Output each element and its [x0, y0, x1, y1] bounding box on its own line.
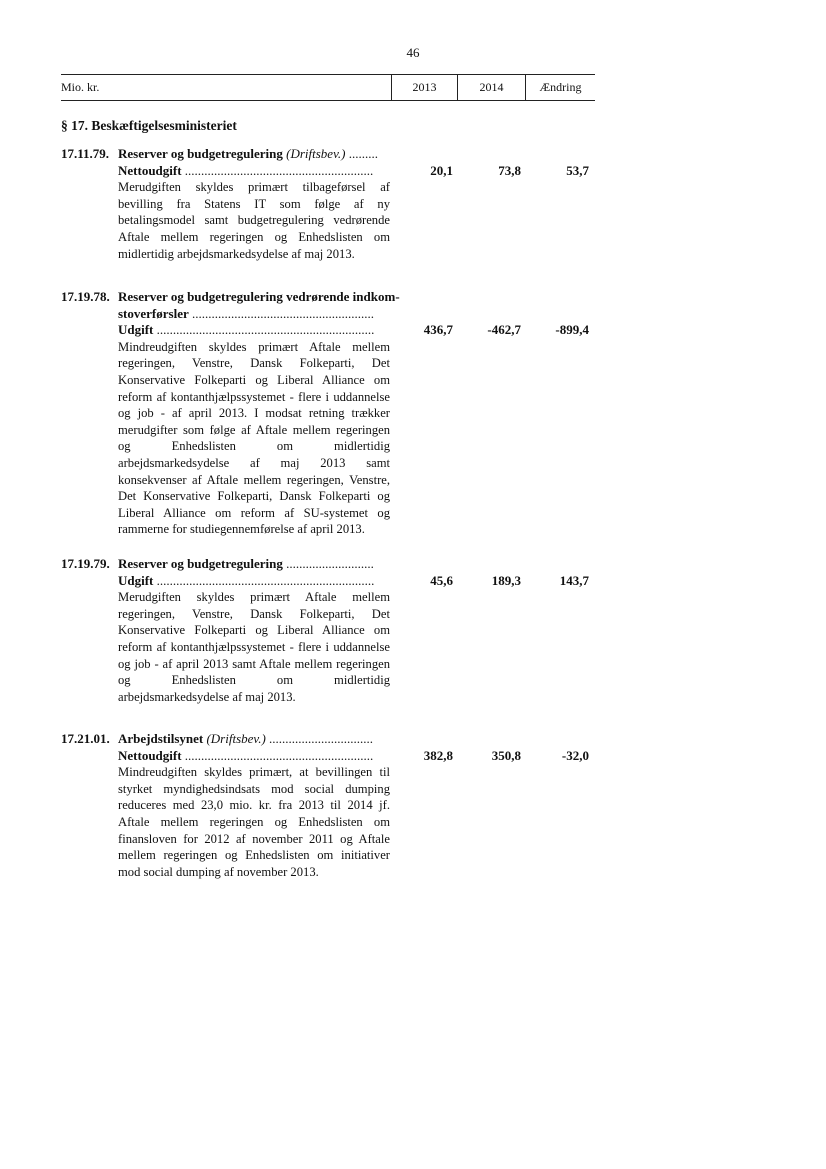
- entry-content: [118, 556, 390, 705]
- entry-line-label: Udgift: [118, 572, 154, 588]
- entry-code: 17.21.01.: [61, 731, 110, 746]
- section-title: § 17. Beskæftigelsesministeriet: [61, 118, 237, 133]
- value-2014: -462,7: [487, 322, 521, 338]
- entry-line-label: Nettoudgift: [118, 747, 182, 763]
- entry-title-line: [118, 556, 390, 573]
- value-2014: 350,8: [491, 747, 521, 763]
- entry-line-label: Nettoudgift: [118, 162, 182, 178]
- entry-line-label: Udgift: [118, 322, 154, 338]
- title-dots: .........: [345, 146, 378, 161]
- value-2013: 382,8: [423, 747, 453, 763]
- entry-code: 17.19.78.: [61, 289, 110, 304]
- entry-title-2: stoverførsler: [118, 305, 189, 321]
- value-2013: 45,6: [430, 572, 453, 588]
- entry-subtitle: (Driftsbev.): [286, 146, 346, 161]
- entry-description: Merudgiften skyldes primært Aftale mellem regeringen, Venstre, Dansk Folkeparti, Det Konservative Folkeparti og Liberal Alliance om reform af kontanthjælpssystemet - flere i uddannelse og job - af april 2013 samt Aftale mellem regeringen og Enhedslisten om midlertidig arbejdsmarkedsydelse af maj 2013.: [118, 590, 390, 704]
- value-change: 53,7: [566, 162, 589, 178]
- column-change: Ændring: [525, 75, 595, 100]
- entry-description: Merudgiften skyldes primært tilbageførsel af bevilling fra Statens IT som følge af ny betalingsmodel samt budgetregulering vedrørende Aftale mellem regeringen og Enhedslisten om midlertidig arbejdsmarkedsydelse af maj 2013.: [118, 180, 390, 261]
- entry-title-line: [118, 289, 418, 306]
- entry-code: 17.19.79.: [61, 556, 110, 571]
- value-2014: 73,8: [498, 162, 521, 178]
- entry-title: Reserver og budgetregulering: [118, 556, 283, 571]
- entry-title: Reserver og budgetregulering vedrørende indkom-: [118, 289, 400, 304]
- column-2013: 2013: [391, 75, 457, 100]
- entry-code: 17.11.79.: [61, 146, 110, 161]
- value-2014: 189,3: [491, 572, 521, 588]
- value-change: 143,7: [559, 572, 589, 588]
- value-change: -899,4: [555, 322, 589, 338]
- label-dots: ..........................................................: [181, 747, 374, 763]
- title-dots: ........................................................: [188, 305, 374, 321]
- entry-label-line: [118, 163, 390, 180]
- entry-subtitle: (Driftsbev.): [206, 731, 266, 746]
- title-dots: ...........................: [282, 556, 374, 571]
- entry-title: Reserver og budgetregulering: [118, 146, 283, 161]
- page-number: 46: [406, 45, 420, 60]
- label-dots: ..........................................................: [181, 162, 374, 178]
- entry-title-line-2: [118, 306, 390, 323]
- entry-label-line: [118, 748, 390, 765]
- entry-label-line: [118, 322, 390, 339]
- column-header: [61, 74, 595, 101]
- entry-title-line: [118, 146, 390, 163]
- title-dots: ................................: [265, 731, 374, 746]
- entry-content: [118, 731, 390, 880]
- value-2013: 20,1: [430, 162, 453, 178]
- entry-title: Arbejdstilsynet: [118, 731, 204, 746]
- entry-content: [118, 289, 418, 538]
- entry-description: Mindreudgiften skyldes primært, at bevillingen til styrket myndighedsindsats mod social dumping reduceres med 23,0 mio. kr. fra 2013 til 2014 jf. Aftale mellem regeringen og Enhedslisten om finansloven for 2012 af november 2011 og Aftale mellem regeringen og Enhedslisten om initiativer mod social dumping af november 2013.: [118, 765, 390, 879]
- label-dots: ...................................................................: [153, 322, 375, 338]
- entry-label-line: [118, 573, 390, 590]
- unit-label: Mio. kr.: [61, 80, 100, 94]
- value-2013: 436,7: [423, 322, 453, 338]
- entry-content: [118, 146, 390, 262]
- entry-description: Mindreudgiften skyldes primært Aftale mellem regeringen, Venstre, Dansk Folkeparti, Det Konservative Folkeparti og Liberal Alliance om reform af kontanthjælpssystemet - flere i uddannelse og job - af april 2013. I modsat retning trækker merudgifter som følge af Aftale mellem regeringen og Enhedslisten om midlertidig arbejdsmarkedsydelse af maj 2013 samt konsekvenser af Aftale mellem regeringen, Venstre, Det Konservative Folkeparti, Dansk Folkeparti og Liberal Alliance om reform af SU-systemet og rammerne for studiegennemførelse af april 2013.: [118, 339, 390, 537]
- entry-title-line: [118, 731, 390, 748]
- column-2014: 2014: [457, 75, 525, 100]
- label-dots: ...................................................................: [153, 572, 375, 588]
- value-change: -32,0: [561, 747, 589, 763]
